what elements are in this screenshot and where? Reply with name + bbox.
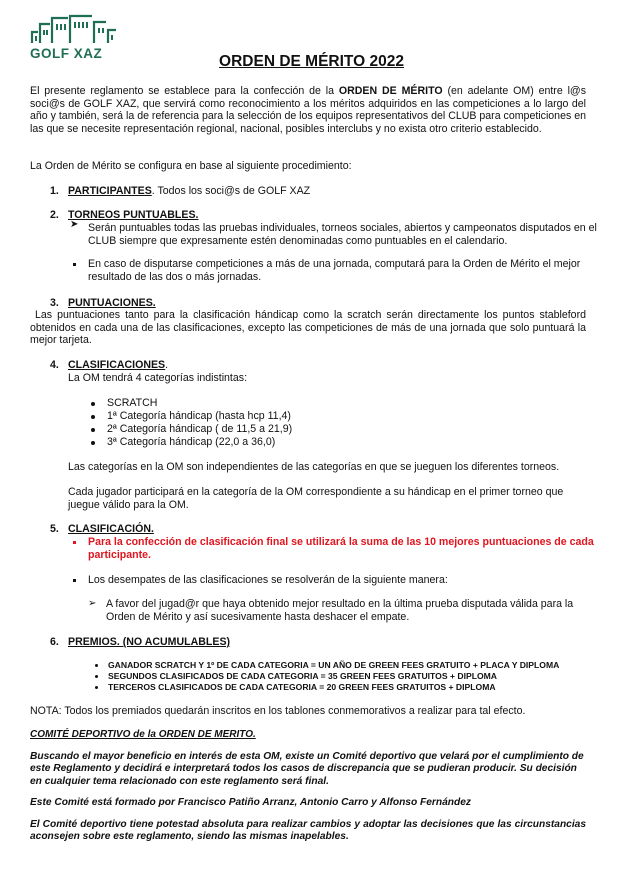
prize-bullet-icon	[95, 664, 98, 667]
category-item: 2ª Categoría hándicap ( de 11,5 a 21,9)	[107, 423, 293, 435]
section-4-title: CLASIFICACIONES	[68, 359, 166, 371]
intro-post: (en adelante OM) entre l@s soci@s de GOLF XAZ, que servirá como reconocimiento a los méritos adquiridos en las competiciones a lo largo del año y también, será la de referencia para la selección de los equipos representativos del CLUB para competiciones en las que se necesite representación regional, nacional, posibles interclubs y no exista otro criterio establecido.	[30, 85, 586, 135]
procedure-text: La Orden de Mérito se configura en base al siguiente procedimiento:	[30, 160, 352, 172]
section-6-number: 6.	[50, 636, 59, 648]
section-2-bullet-2: En caso de disputarse competiciones a más de una jornada, computará para la Orden de Mérito el mejor resultado de las dos o más jornadas.	[88, 258, 581, 283]
section-3-title: PUNTUACIONES.	[68, 297, 156, 309]
section-1-title: PARTICIPANTES	[68, 185, 152, 197]
section-2-number: 2.	[50, 209, 59, 221]
section-1-text: . Todos los soci@s de GOLF XAZ	[151, 185, 311, 197]
category-bullet-icon	[91, 428, 95, 432]
logo-text: GOLF XAZ	[30, 46, 103, 61]
category-bullet-icon	[91, 415, 95, 419]
arrow-bullet-icon: ➤	[70, 219, 79, 230]
section-2-title: TORNEOS PUNTUABLES.	[68, 209, 199, 221]
prize-item: SEGUNDOS CLASIFICADOS DE CADA CATEGORIA = 35 GREEN FEES GRATUITOS + DIPLOMA	[108, 671, 497, 681]
section-1-number: 1.	[50, 185, 59, 197]
section-4-paragraph-1: Las categorías en la OM son independientes de las categorías en que se jueguen los diferentes torneos.	[68, 461, 560, 473]
section-5-number: 5.	[50, 523, 59, 535]
section-5-red-rule: Para la confección de clasificación final se utilizará la suma de las 10 mejores puntuaciones de cada participante.	[88, 536, 594, 561]
prize-bullet-icon	[95, 686, 98, 689]
section-5-title: CLASIFICACIÓN.	[68, 523, 154, 535]
arrowhead-bullet-icon: ➢	[88, 598, 97, 609]
committee-paragraph-1: Buscando el mayor beneficio en interés de esta OM, existe un Comité deportivo que velará por el cumplimiento de este Reglamento y decidirá e interpretará todos los casos de discrepancia que se pudieran producir. Su decisión en cualquier tema relacionado con este reglamento será final.	[30, 751, 584, 787]
category-item: 3ª Categoría hándicap (22,0 a 36,0)	[107, 436, 276, 448]
committee-heading: COMITÉ DEPORTIVO de la ORDEN DE MERITO.	[30, 729, 256, 740]
intro-bold: ORDEN DE MÉRITO	[338, 85, 443, 97]
committee-paragraph-2: Este Comité está formado por Francisco Patiño Arranz, Antonio Carro y Alfonso Fernández	[30, 797, 471, 808]
red-square-bullet-icon	[73, 541, 76, 544]
section-4-title-suffix: .	[165, 359, 169, 371]
section-3-text: Las puntuaciones tanto para la clasificación hándicap como la scratch serán directamente los puntos stableford obtenidos en cada una de las clasificaciones, excepto las competiciones de más de una jornada que solo puntuará la mejor tarjeta.	[30, 309, 586, 347]
prize-bullet-icon	[95, 675, 98, 678]
nota-text: NOTA: Todos los premiados quedarán inscritos en los tablones conmemorativos a realizar para tal efecto.	[30, 705, 526, 717]
section-2-bullet-1: Serán puntuables todas las pruebas individuales, torneos sociales, abiertos y campeonatos disputados en el CLUB siempre que expresamente estén denominadas como puntuables en el calendario.	[88, 222, 597, 247]
section-1	[68, 185, 310, 198]
category-bullet-icon	[91, 402, 95, 406]
prize-item: TERCEROS CLASIFICADOS DE CADA CATEGORIA = 20 GREEN FEES GRATUITOS + DIPLOMA	[108, 682, 496, 692]
section-5-arrow-item: A favor del jugad@r que haya obtenido mejor resultado en la última prueba disputada válida para la Orden de Mérito y así sucesivamente hasta deshacer el empate.	[106, 598, 574, 623]
section-5-bullet-2: Los desempates de las clasificaciones se resolverán de la siguiente manera:	[88, 574, 448, 586]
clubhouse-logo-icon	[28, 10, 118, 46]
intro-pre: El presente reglamento se establece para la confección de la	[30, 85, 339, 97]
page-title: ORDEN DE MÉRITO 2022	[219, 53, 404, 70]
section-4-paragraph-2: Cada jugador participará en la categoría de la OM correspondiente a su hándicap en el primer torneo que juegue válido para la OM.	[68, 486, 564, 511]
section-4-heading	[68, 359, 168, 372]
intro-paragraph	[30, 85, 586, 135]
category-bullet-icon	[91, 441, 95, 445]
committee-paragraph-3: El Comité deportivo tiene potestad absoluta para realizar cambios y adoptar las decisiones que las circunstancias aconsejen sobre este reglamento, siendo las mismas inapelables.	[30, 819, 586, 843]
prize-item: GANADOR SCRATCH Y 1º DE CADA CATEGORIA = UN AÑO DE GREEN FEES GRATUITO + PLACA Y DIPLOMA	[108, 660, 560, 670]
square-bullet-icon	[73, 579, 76, 582]
square-bullet-icon	[73, 263, 76, 266]
section-4-intro: La OM tendrá 4 categorías indistintas:	[68, 372, 248, 384]
category-item: SCRATCH	[107, 397, 158, 409]
section-6-title: PREMIOS. (NO ACUMULABLES)	[68, 636, 231, 648]
category-item: 1ª Categoría hándicap (hasta hcp 11,4)	[107, 410, 291, 422]
section-4-number: 4.	[50, 359, 59, 371]
section-3-number: 3.	[50, 297, 59, 309]
